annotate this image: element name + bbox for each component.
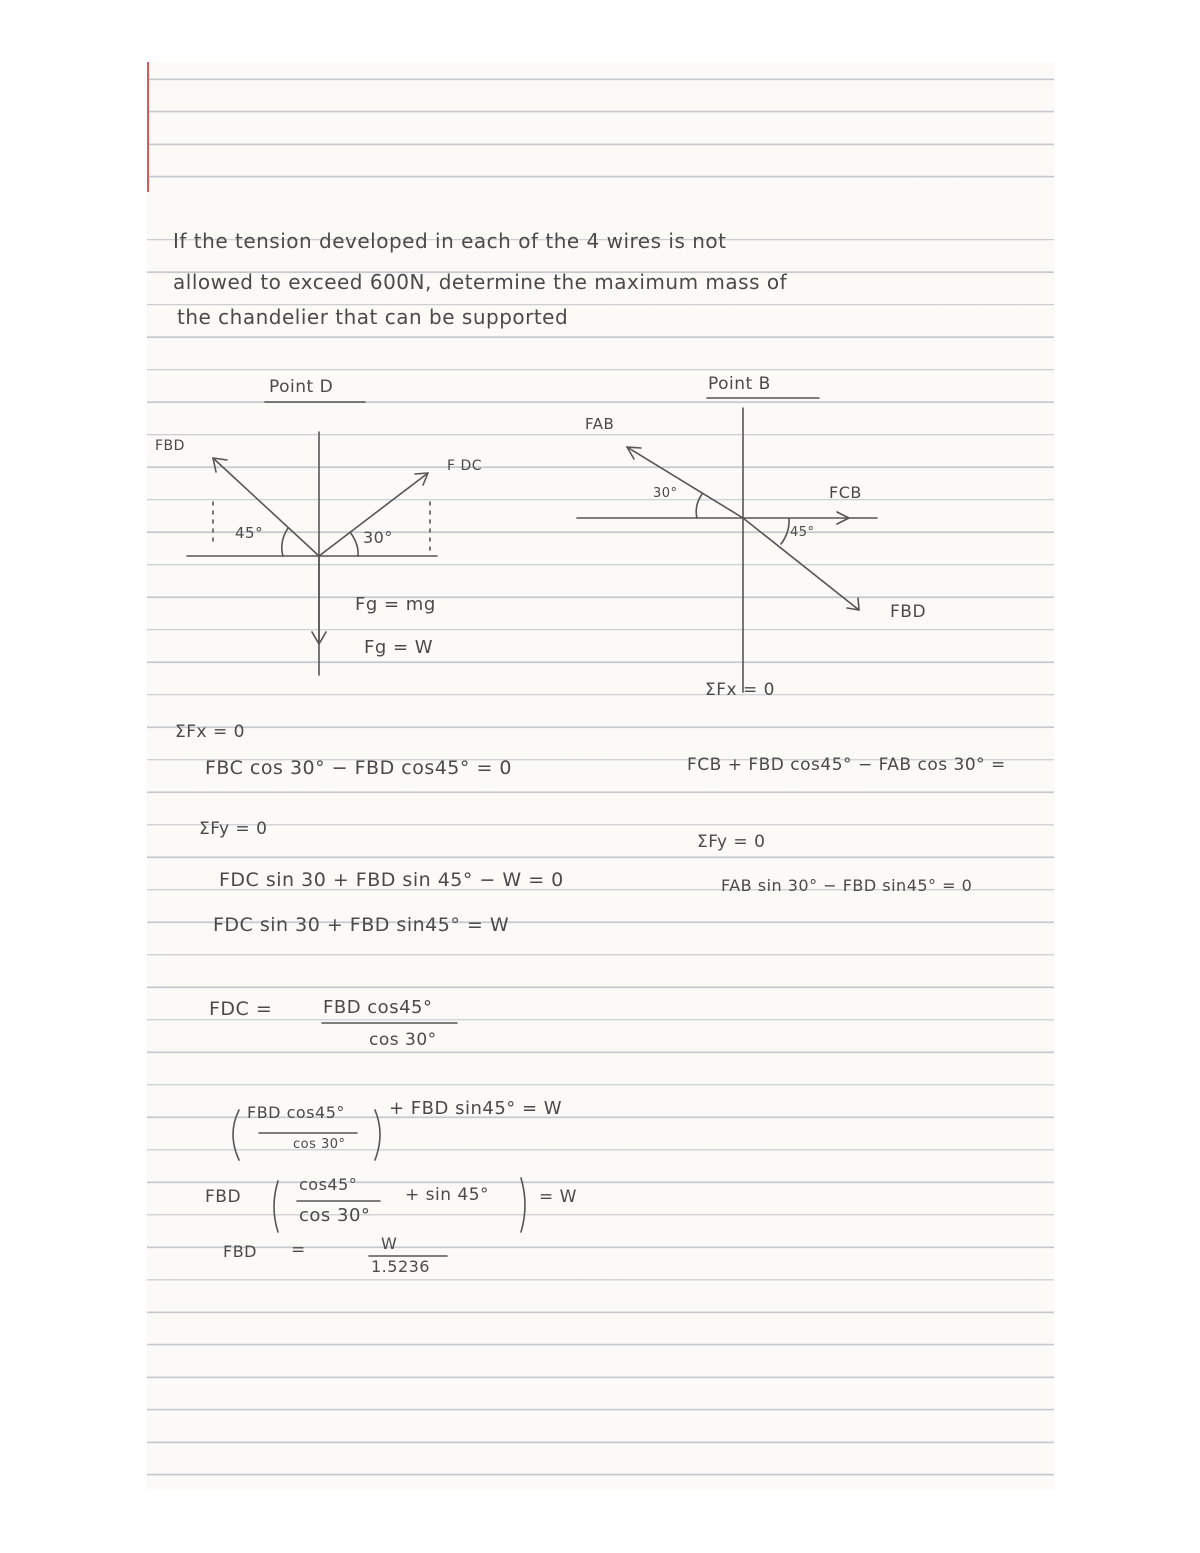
left-sum-fy: ΣFy = 0	[199, 819, 268, 839]
fact-rest: + sin 45°	[405, 1185, 490, 1205]
result-numerator: W	[381, 1234, 398, 1253]
point-d-arc-45	[282, 528, 288, 556]
right-sum-fy: ΣFy = 0	[697, 832, 766, 852]
problem-line-1: If the tension developed in each of the 4 wires is not	[173, 229, 727, 253]
left-fy-equation-1: FDC sin 30 + FBD sin 45° − W = 0	[219, 869, 564, 891]
point-b-arc-30	[696, 494, 702, 518]
fdc-lhs: FDC =	[209, 998, 273, 1020]
result-denominator: 1.5236	[371, 1257, 430, 1276]
bracket-right-2	[521, 1178, 525, 1232]
bracket-left-2	[274, 1181, 278, 1232]
left-fy-equation-2: FDC sin 30 + FBD sin45° = W	[213, 914, 510, 936]
point-b-fbd-label: FBD	[890, 602, 927, 622]
right-sum-fx: ΣFx = 0	[705, 680, 775, 700]
point-d-arc-30	[350, 532, 358, 556]
fact-numerator: cos45°	[299, 1175, 358, 1194]
bracket-left-1	[233, 1110, 239, 1160]
left-sum-fx: ΣFx = 0	[175, 722, 245, 742]
sub-denominator: cos 30°	[293, 1137, 346, 1152]
point-d-fg-w: Fg = W	[364, 637, 434, 658]
notebook-page	[147, 62, 1054, 1490]
point-b-fab-vector	[627, 447, 743, 518]
point-d-title: Point D	[269, 377, 334, 397]
right-fx-equation: FCB + FBD cos45° − FAB cos 30° =	[687, 755, 1006, 775]
point-b-title: Point B	[708, 374, 771, 394]
point-d-angle-45: 45°	[235, 524, 264, 542]
problem-line-2: allowed to exceed 600N, determine the maximum mass of	[173, 270, 788, 294]
point-b-fcb-label: FCB	[829, 483, 862, 502]
bracket-right-1	[375, 1110, 380, 1160]
fdc-denominator: cos 30°	[369, 1030, 437, 1050]
sub-rest: + FBD sin45° = W	[389, 1098, 563, 1119]
point-d-angle-30: 30°	[363, 528, 393, 547]
result-lhs: FBD	[223, 1242, 257, 1261]
fact-lhs: FBD	[205, 1187, 242, 1207]
fact-denominator: cos 30°	[299, 1205, 371, 1226]
left-fx-equation: FBC cos 30° − FBD cos45° = 0	[205, 757, 512, 779]
point-d-fbd-label: FBD	[155, 438, 185, 454]
point-d-fbd-vector	[213, 458, 319, 556]
right-fy-equation: FAB sin 30° − FBD sin45° = 0	[721, 876, 973, 895]
point-b-fab-label: FAB	[585, 415, 615, 433]
sub-numerator: FBD cos45°	[247, 1103, 345, 1122]
point-b-arc-45	[781, 518, 789, 544]
point-d-fg-mg: Fg = mg	[355, 594, 436, 615]
result-equals: =	[291, 1240, 306, 1260]
point-b-angle-45: 45°	[790, 525, 815, 540]
fdc-numerator: FBD cos45°	[323, 997, 433, 1018]
problem-line-3: the chandelier that can be supported	[177, 305, 569, 329]
point-b-angle-30: 30°	[653, 486, 678, 501]
fact-rhs: = W	[539, 1187, 577, 1207]
point-d-fdc-label: F DC	[447, 458, 483, 474]
